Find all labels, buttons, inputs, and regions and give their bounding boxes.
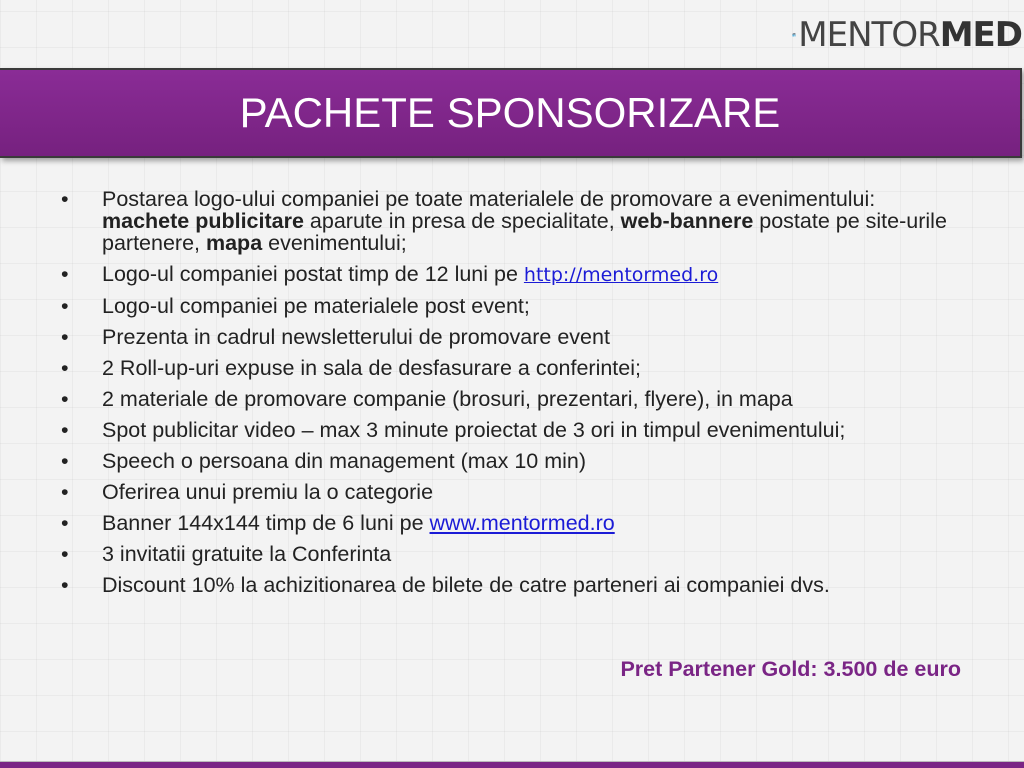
list-item: • Banner 144x144 timp de 6 luni pe www.mentormed.ro bbox=[61, 511, 615, 535]
bullet: • bbox=[61, 294, 69, 318]
bullet: • bbox=[61, 480, 69, 504]
list-item: • Oferirea unui premiu la o categorie bbox=[61, 480, 434, 504]
bullet: • bbox=[61, 262, 69, 286]
list-item: • Postarea logo-ului companiei pe toate materialele de promovare a evenimentului: machete publicitare aparute in presa de specialitate, web-bannere postate pe site-urile partenere, mapa evenimentului; bbox=[61, 187, 947, 255]
bullet: • bbox=[61, 187, 69, 211]
bullet: • bbox=[61, 387, 69, 411]
price-gold-partner: Pret Partener Gold: 3.500 de euro bbox=[620, 657, 961, 681]
bullet: • bbox=[61, 511, 69, 535]
list-item: • Speech o persoana din management (max 10 min) bbox=[61, 449, 587, 473]
list-item: • Discount 10% la achizitionarea de bilete de catre parteneri ai companiei dvs. bbox=[61, 573, 830, 597]
mentormed-logo-icon bbox=[792, 10, 796, 60]
bottom-divider bbox=[0, 761, 1024, 768]
logo-text: MENTORMED bbox=[798, 15, 1022, 55]
list-item: • 3 invitatii gratuite la Conferinta bbox=[61, 542, 392, 566]
bullet: • bbox=[61, 325, 69, 349]
list-item: • Prezenta in cadrul newsletterului de promovare event bbox=[61, 325, 610, 349]
page-title: PACHETE SPONSORIZARE bbox=[239, 89, 781, 136]
list-item: • Spot publicitar video – max 3 minute proiectat de 3 ori in timpul evenimentului; bbox=[61, 418, 846, 442]
mentormed-www-link[interactable]: www.mentormed.ro bbox=[429, 511, 615, 535]
list-item: • 2 Roll-up-uri expuse in sala de desfasurare a conferintei; bbox=[61, 356, 641, 380]
mentormed-logo bbox=[792, 10, 1022, 60]
list-item: • 2 materiale de promovare companie (brosuri, prezentari, flyere), in mapa bbox=[61, 387, 793, 411]
benefits-list bbox=[58, 188, 963, 596]
list-item: • Logo-ul companiei pe materialele post event; bbox=[61, 294, 530, 318]
bullet: • bbox=[61, 418, 69, 442]
bullet: • bbox=[61, 449, 69, 473]
title-bar bbox=[0, 68, 1022, 158]
bullet: • bbox=[61, 542, 69, 566]
bullet: • bbox=[61, 356, 69, 380]
content bbox=[58, 188, 963, 605]
bullet: • bbox=[61, 573, 69, 597]
mentormed-http-link[interactable]: http://mentormed.ro bbox=[523, 264, 719, 286]
list-item: • Logo-ul companiei postat timp de 12 luni pe http://mentormed.ro bbox=[61, 262, 719, 286]
